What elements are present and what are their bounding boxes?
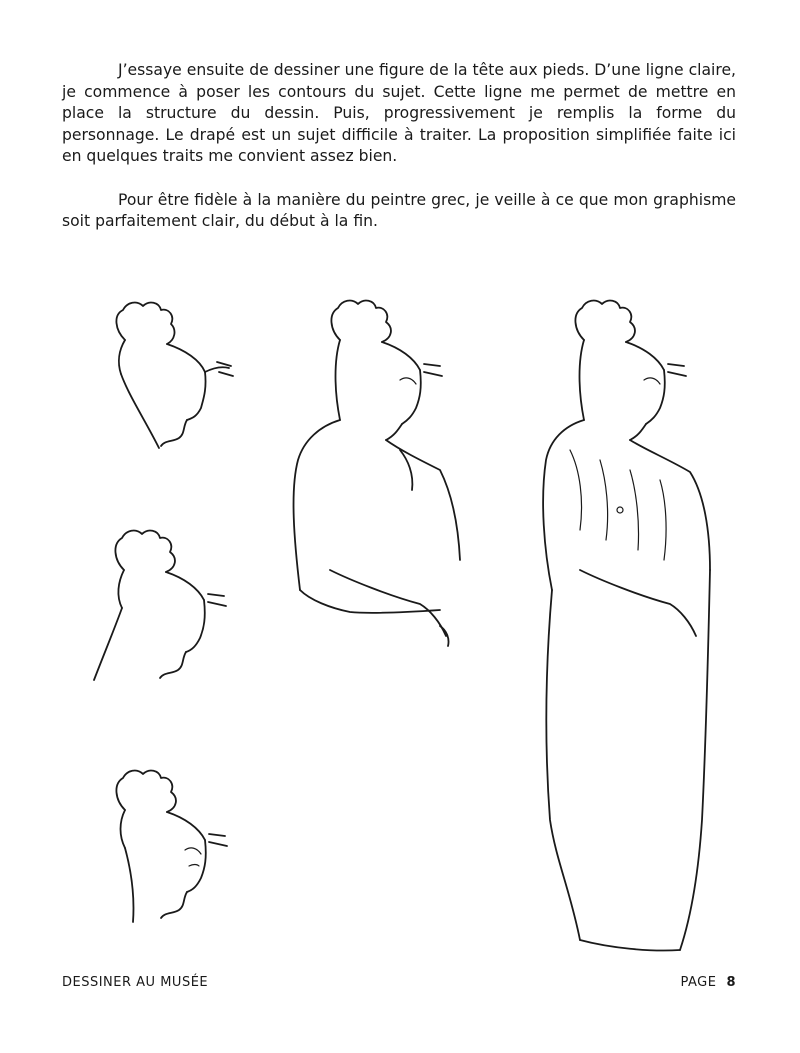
sketch-canvas bbox=[0, 290, 800, 970]
paragraph-2: Pour être fidèle à la manière du peintre grec, je veille à ce que mon graphisme soit parfaitement clair, du début à la fin. bbox=[62, 190, 736, 230]
bust-figure bbox=[294, 301, 460, 646]
sketch-illustrations bbox=[0, 290, 800, 970]
page-label: PAGE bbox=[680, 975, 717, 990]
footer-book-title: DESSINER AU MUSÉE bbox=[62, 975, 209, 990]
draped-full-figure bbox=[543, 301, 710, 951]
body-text bbox=[62, 60, 736, 255]
paragraph-1: J’essaye ensuite de dessiner une figure de la tête aux pieds. D’une ligne claire, je commence à poser les contours du sujet. Cette ligne me permet de mettre en place la structure du dessin. Puis, progressivement je remplis la forme du personnage. Le drapé est un sujet difficile à traiter. La proposition simplifiée faite ici en quelques traits me convient assez bien. bbox=[62, 61, 736, 165]
head-study-profile bbox=[94, 531, 226, 680]
head-study-features bbox=[116, 771, 227, 922]
footer-page bbox=[680, 975, 736, 990]
page-number: 8 bbox=[726, 975, 736, 990]
head-study-outline bbox=[116, 303, 233, 448]
